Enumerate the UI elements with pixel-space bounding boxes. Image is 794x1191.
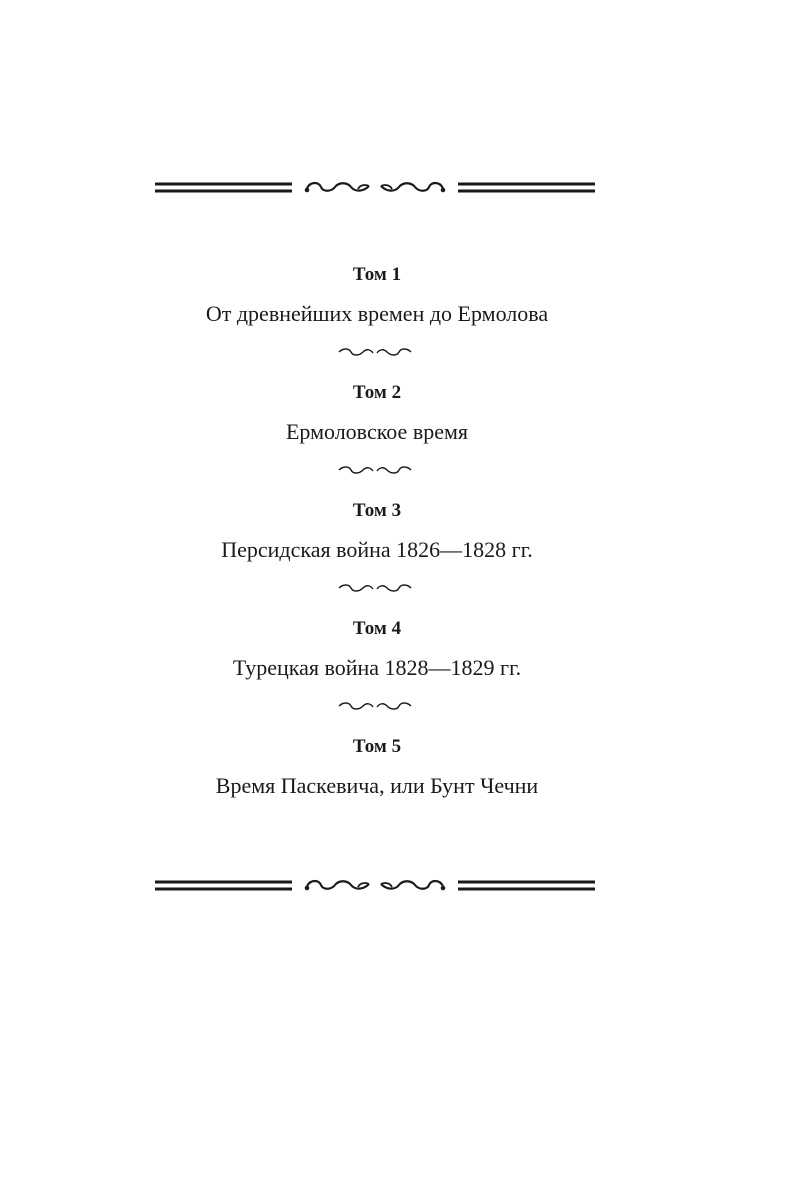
volume-1-label: Том 1 [352, 264, 402, 285]
volume-5-label: Том 5 [352, 736, 402, 757]
volume-1-title: От древнейших времен до Ермолова [205, 301, 549, 326]
volume-4-label: Том 4 [352, 618, 402, 639]
divider-ornament-icon [337, 701, 413, 711]
volume-2-label: Том 2 [352, 382, 402, 403]
divider-ornament-icon [337, 583, 413, 593]
volume-3-label: Том 3 [352, 500, 402, 521]
bottom-ornament-rule [155, 876, 595, 896]
volume-5-title: Время Паскевича, или Бунт Чечни [215, 773, 539, 798]
volume-3-title: Персидская война 1826—1828 гг. [221, 537, 533, 562]
divider-ornament-icon [337, 347, 413, 357]
volume-2-title: Ермоловское время [285, 419, 469, 444]
top-ornament-rule [155, 178, 595, 198]
divider-ornament-icon [337, 465, 413, 475]
volume-4-title: Турецкая война 1828—1829 гг. [232, 655, 522, 680]
